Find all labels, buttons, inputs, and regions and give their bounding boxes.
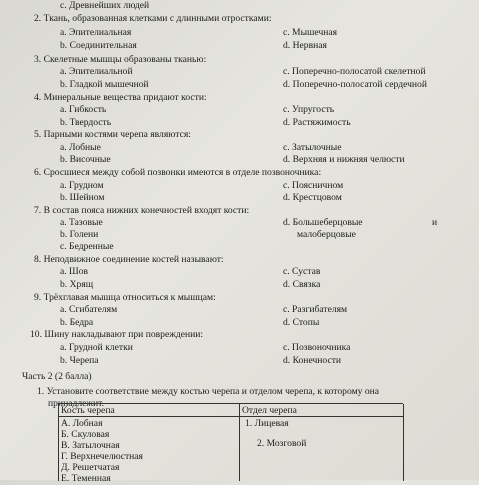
question-line: 4. Минеральные вещества придают кости: bbox=[34, 92, 207, 103]
table-cell-section: 1. Лицевая bbox=[245, 418, 289, 429]
answer-option: b. Височные bbox=[60, 154, 111, 165]
answer-option: малоберцовые bbox=[297, 229, 356, 240]
answer-option: a. Эпителиальной bbox=[60, 66, 133, 77]
answer-option: d. Нервная bbox=[283, 40, 327, 51]
answer-option: d. Большеберцовые bbox=[283, 217, 363, 228]
table-cell-bone: Е. Теменная bbox=[61, 473, 111, 484]
answer-option: c. Поперечно-полосатой скелетной bbox=[283, 66, 426, 77]
answer-option: b. Шейном bbox=[60, 192, 105, 203]
question-line: 6. Сросшиеся между собой позвонки имеются в отделе позвоночника: bbox=[34, 167, 322, 178]
answer-option: 1. Установите соответствие между костью черепа и отделом черепа, к которому она bbox=[37, 386, 380, 397]
answer-option: c. Мышечная bbox=[283, 27, 338, 38]
answer-option: a. Тазовые bbox=[60, 217, 103, 228]
question-line: 7. В состав пояса нижних конечностей входят кости: bbox=[34, 205, 250, 216]
answer-option: d. Растяжимость bbox=[283, 117, 351, 128]
answer-option: b. Гладкой мышечной bbox=[60, 79, 149, 90]
answer-option: b. Бедра bbox=[60, 317, 94, 328]
answer-option: c. Сустав bbox=[283, 266, 321, 277]
table-cell-bone: Б. Скуловая bbox=[61, 429, 110, 440]
question-line: 9. Трёхглавая мышца относиться к мышцам: bbox=[34, 292, 216, 303]
answer-option: a. Эпителиальная bbox=[60, 27, 132, 38]
answer-option: d. Крестцовом bbox=[283, 192, 342, 203]
answer-option: c. Упругость bbox=[283, 104, 335, 115]
table-cell-bone: В. Затылочная bbox=[61, 440, 120, 451]
section-heading: Часть 2 (2 балла) bbox=[22, 371, 92, 382]
answer-option: c. Позвоночника bbox=[283, 342, 351, 353]
answer-option: d. Поперечно-полосатой сердечной bbox=[283, 79, 427, 90]
table-cell-bone: Г. Верхнечелюстная bbox=[61, 451, 143, 462]
table-header-bone: Кость черепа bbox=[61, 405, 115, 416]
answer-option: a. Шов bbox=[60, 266, 89, 277]
answer-option: b. Твердость bbox=[60, 117, 112, 128]
answer-option: a. Грудном bbox=[60, 180, 104, 191]
answer-option: b. Хрящ bbox=[60, 279, 94, 290]
answer-option: a. Сгибателям bbox=[60, 304, 118, 315]
answer-option: d. Стопы bbox=[283, 317, 320, 328]
answer-option: d. Верхняя и нижняя челюсти bbox=[283, 154, 405, 165]
answer-option: c. Разгибателям bbox=[283, 304, 348, 315]
answer-option: c. Поясничном bbox=[283, 180, 344, 191]
answer-option: b. Голени bbox=[60, 229, 99, 240]
answer-option: b. Черепа bbox=[60, 355, 99, 366]
answer-option: d. Конечности bbox=[283, 355, 342, 366]
table-header-section: Отдел черепа bbox=[242, 405, 297, 416]
answer-option: b. Соединительная bbox=[60, 40, 137, 51]
question-line: 2. Ткань, образованная клетками с длинными отростками: bbox=[34, 13, 272, 24]
question-line: 5. Парными костями черепа являются: bbox=[34, 129, 191, 140]
question-line: 8. Неподвижное соединение костей называют: bbox=[34, 254, 224, 265]
answer-option: a. Лобные bbox=[60, 142, 101, 153]
answer-option: c. Бедренные bbox=[60, 241, 114, 252]
table-cell-section: 2. Мозговой bbox=[257, 438, 307, 449]
answer-option: c. Древнейших людей bbox=[60, 0, 150, 11]
table-cell-bone: Д. Решетчатая bbox=[61, 462, 120, 473]
table-cell-bone: А. Лобная bbox=[61, 418, 103, 429]
answer-option: a. Грудной клетки bbox=[60, 342, 133, 353]
answer-option: a. Гибкость bbox=[60, 104, 107, 115]
matching-table bbox=[58, 403, 403, 484]
answer-option: принадлежит. bbox=[48, 398, 105, 409]
answer-option: d. Связка bbox=[283, 279, 321, 290]
question-line: 3. Скелетные мышцы образованы тканью: bbox=[34, 54, 207, 65]
question-line: 10. Шину накладывают при повреждении: bbox=[30, 329, 204, 340]
answer-option: c. Затылочные bbox=[283, 142, 342, 153]
answer-option: и bbox=[432, 217, 438, 228]
